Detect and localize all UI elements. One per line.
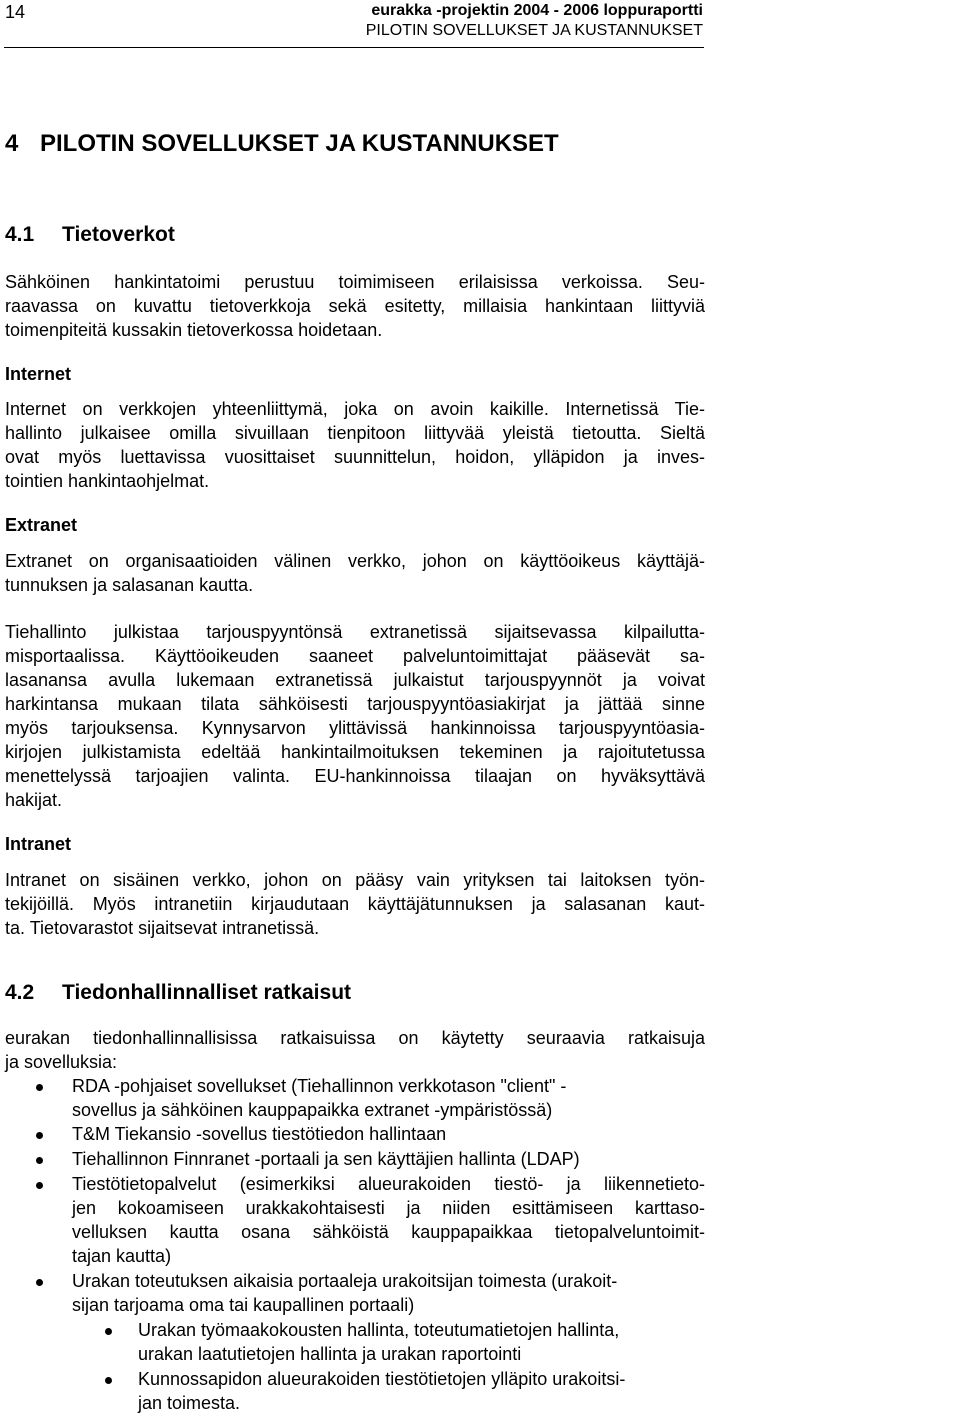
bullet-item-line: sovellus ja sähköinen kauppapaikka extranet -ympäristössä) xyxy=(72,1100,553,1120)
extranet-heading: Extranet xyxy=(5,515,78,535)
bullet-item-line: T&M Tiekansio -sovellus tiestötiedon hallintaan xyxy=(72,1124,447,1144)
sub-bullet-dot-icon xyxy=(105,1328,112,1335)
bullet-item-line: Tiestötietopalvelut (esimerkiksi alueurakoiden tiestö- ja liikennetieto- xyxy=(72,1174,705,1194)
paragraph-line: ja sovelluksia: xyxy=(5,1052,118,1072)
sub-bullet-item-line: urakan laatutietojen hallinta ja urakan raportointi xyxy=(138,1344,522,1364)
section-4-2-intro xyxy=(5,1026,705,1074)
paragraph-line: tointien hankintaohjelmat. xyxy=(5,471,210,491)
paragraph-line: harkintansa mukaan tilata sähköisesti tarjouspyyntöasiakirjat ja jättää sinne xyxy=(5,694,705,714)
section-4-1-intro xyxy=(5,270,705,342)
sub-bullet-item-line: Urakan työmaakokousten hallinta, toteutumatietojen hallinta, xyxy=(138,1320,620,1340)
page-number: 14 xyxy=(5,2,26,22)
bullet-item-line: tajan kautta) xyxy=(72,1246,172,1266)
bullet-dot-icon xyxy=(36,1157,43,1164)
paragraph-line: hakijat. xyxy=(5,790,63,810)
bullet-item-line: Urakan toteutuksen aikaisia portaaleja urakoitsijan toimesta (urakoit- xyxy=(72,1271,618,1291)
paragraph-line: hallinto julkaisee omilla sivuillaan tienpitoon liittyvää yleistä tietoutta. Sieltä xyxy=(5,423,705,443)
bullet-dot-icon xyxy=(36,1084,43,1091)
paragraph-line: Intranet on sisäinen verkko, johon on pääsy vain yrityksen tai laitoksen työn- xyxy=(5,870,705,890)
paragraph-line: myös tarjouksensa. Kynnysarvon ylittävissä hankinnoissa tarjouspyyntöasia- xyxy=(5,718,705,738)
section-4-2-number: 4.2 xyxy=(5,981,35,1004)
header-divider xyxy=(4,47,704,48)
section-4-1-title: Tietoverkot xyxy=(62,223,175,246)
intranet-heading: Intranet xyxy=(5,834,72,854)
chapter-title: PILOTIN SOVELLUKSET JA KUSTANNUKSET xyxy=(40,130,559,157)
paragraph-line: misportaalissa. Käyttöoikeuden saaneet palveluntoimittajat pääsevät sa- xyxy=(5,646,705,666)
paragraph-line: Tiehallinto julkistaa tarjouspyyntönsä extranetissä sijaitsevassa kilpailutta- xyxy=(5,622,705,642)
paragraph-line: ta. Tietovarastot sijaitsevat intranetissä. xyxy=(5,918,320,938)
sub-bullet-dot-icon xyxy=(105,1377,112,1384)
bullet-item-line: sijan tarjoama oma tai kaupallinen portaali) xyxy=(72,1295,415,1315)
bullet-dot-icon xyxy=(36,1182,43,1189)
bullet-item-line: jen kokoamiseen urakkakohtaisesti ja niiden esittämiseen karttaso- xyxy=(72,1198,705,1218)
internet-paragraph xyxy=(5,397,705,493)
report-subtitle: PILOTIN SOVELLUKSET JA KUSTANNUKSET xyxy=(365,22,703,39)
paragraph-line: ovat myös luettavissa vuosittaiset suunnittelun, hoidon, ylläpidon ja inves- xyxy=(5,447,705,467)
paragraph-line: raavassa on kuvattu tietoverkkoja sekä esitetty, millaisia hankintaan liittyviä xyxy=(5,296,705,316)
paragraph-line: Extranet on organisaatioiden välinen verkko, johon on käyttöoikeus käyttäjä- xyxy=(5,551,705,571)
intranet-paragraph xyxy=(5,868,705,940)
sub-bullet-item-line: Kunnossapidon alueurakoiden tiestötietojen ylläpito urakoitsi- xyxy=(138,1369,626,1389)
section-4-2-title: Tiedonhallinnalliset ratkaisut xyxy=(62,981,352,1004)
paragraph-line: toimenpiteitä kussakin tietoverkossa hoidetaan. xyxy=(5,320,383,340)
paragraph-line: tunnuksen ja salasanan kautta. xyxy=(5,575,254,595)
section-4-1-number: 4.1 xyxy=(5,223,35,246)
paragraph-line: Sähköinen hankintatoimi perustuu toimimiseen erilaisissa verkoissa. Seu- xyxy=(5,272,705,292)
bullet-item-line: velluksen kautta osana sähköistä kauppapaikkaa tietopalveluntoimit- xyxy=(72,1222,705,1242)
bullet-dot-icon xyxy=(36,1279,43,1286)
extranet-paragraph-2 xyxy=(5,620,705,812)
paragraph-line: lasanansa avulla lukemaan extranetissä julkaistut tarjouspyynnöt ja voivat xyxy=(5,670,705,690)
bullet-item-line: Tiehallinnon Finnranet -portaali ja sen käyttäjien hallinta (LDAP) xyxy=(72,1149,580,1169)
paragraph-line: eurakan tiedonhallinnallisissa ratkaisuissa on käytetty seuraavia ratkaisuja xyxy=(5,1028,705,1048)
bullet-dot-icon xyxy=(36,1132,43,1139)
extranet-paragraph-1 xyxy=(5,549,705,597)
paragraph-line: kirjojen julkistamista edeltää hankintailmoituksen tekeminen ja rajoitutetussa xyxy=(5,742,705,762)
chapter-number: 4 xyxy=(5,130,19,157)
internet-heading: Internet xyxy=(5,364,72,384)
bullet-item-line: RDA -pohjaiset sovellukset (Tiehallinnon verkkotason "client" - xyxy=(72,1076,567,1096)
paragraph-line: Internet on verkkojen yhteenliittymä, joka on avoin kaikille. Internetissä Tie- xyxy=(5,399,705,419)
paragraph-line: tekijöillä. Myös intranetiin kirjaudutaan käyttäjätunnuksen ja salasanan kaut- xyxy=(5,894,705,914)
report-title: eurakka -projektin 2004 - 2006 loppuraportti xyxy=(371,2,703,19)
sub-bullet-item-line: jan toimesta. xyxy=(138,1393,241,1413)
paragraph-line: menettelyssä tarjoajien valinta. EU-hankinnoissa tilaajan on hyväksyttävä xyxy=(5,766,705,786)
